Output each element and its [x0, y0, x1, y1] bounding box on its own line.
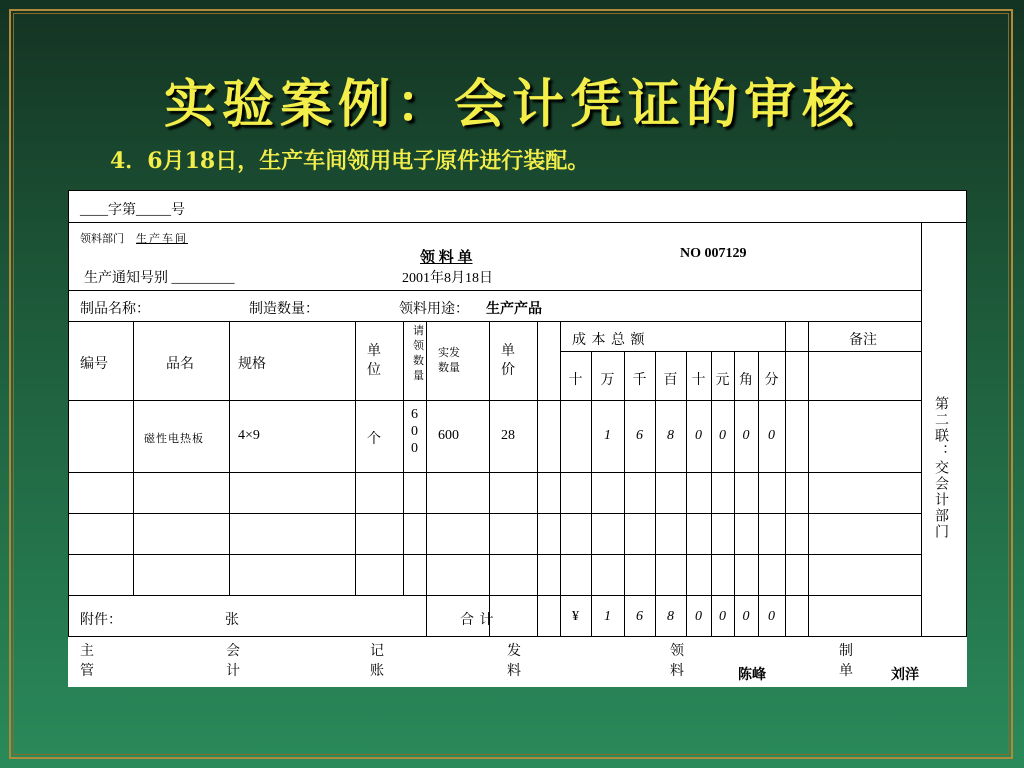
row1-amount-digit: 0	[742, 428, 750, 443]
row1-amount-digit: 6	[636, 428, 643, 443]
side-note: 第二联：交会计部门	[933, 396, 948, 540]
total-amount-digit: 6	[636, 609, 643, 624]
col-header-spec: 规格	[238, 357, 266, 372]
col-header-name: 品名	[166, 357, 194, 372]
form-title: 领 料 单	[420, 250, 473, 266]
attachment-unit: 张	[225, 613, 239, 628]
usage-value: 生产产品	[486, 302, 542, 317]
attachment-label: 附件：	[80, 613, 122, 628]
material-requisition-form	[68, 190, 967, 687]
total-amount-digit: 0	[768, 609, 775, 624]
row1-unit: 个	[367, 432, 381, 447]
quantity-label: 制造数量：	[249, 302, 319, 317]
dept-value: 生产车间	[136, 233, 188, 245]
slide-title: 实验案例：会计凭证的审核	[163, 74, 860, 135]
sign-ling-name: 陈峰	[738, 668, 766, 683]
total-currency: ¥	[572, 609, 579, 624]
total-label: 合 计	[460, 613, 495, 628]
dept-label: 领料部门	[80, 233, 124, 245]
sign-jizhang: 记 账	[370, 644, 384, 679]
total-amount-digit: 0	[742, 609, 750, 624]
row1-price: 28	[501, 428, 515, 443]
digit-header: 角	[739, 373, 753, 388]
sign-fa: 发 料	[507, 644, 521, 679]
row1-name: 磁性电热板	[144, 433, 204, 445]
row1-amount-digit: 0	[768, 428, 775, 443]
row1-requested: 6 0 0	[411, 407, 418, 456]
digit-header: 百	[663, 373, 678, 388]
row1-amount-digit: 0	[695, 428, 702, 443]
header-line: ____字第_____号	[80, 203, 185, 218]
sign-ling: 领 料	[670, 644, 684, 679]
row1-amount-digit: 0	[719, 428, 726, 443]
slide-subtitle: 4．6月18日，生产车间领用电子原件进行装配。	[110, 148, 590, 174]
digit-header: 元	[715, 373, 730, 388]
sign-kuaiji: 会 计	[226, 644, 240, 679]
col-header-no: 编号	[80, 357, 108, 372]
total-amount-digit: 0	[719, 609, 726, 624]
digit-header: 分	[764, 373, 779, 388]
total-amount-digit: 0	[695, 609, 702, 624]
sign-zhuguan: 主 管	[80, 644, 94, 679]
total-amount-digit: 1	[604, 609, 611, 624]
header-line-box	[68, 190, 967, 223]
form-number: NO 007129	[680, 246, 747, 261]
col-header-remark: 备注	[849, 333, 877, 348]
digit-header: 十	[568, 373, 583, 388]
col-header-issued: 实发 数量	[438, 347, 460, 374]
row1-spec: 4×9	[238, 428, 260, 443]
form-date: 2001年8月18日	[402, 271, 493, 286]
row1-amount-digit: 8	[667, 428, 674, 443]
col-header-total: 成 本 总 额	[572, 333, 646, 348]
digit-header: 十	[691, 373, 706, 388]
sign-zhi-name: 刘洋	[891, 668, 919, 683]
production-notice: 生产通知号别 _________	[84, 271, 235, 286]
row1-issued: 600	[438, 428, 459, 443]
col-header-requested: 请 领 数 量	[413, 325, 424, 382]
sign-zhi: 制 单	[839, 644, 853, 679]
row1-amount-digit: 1	[604, 428, 611, 443]
col-header-unit: 单 位	[367, 344, 381, 378]
total-amount-digit: 8	[667, 609, 674, 624]
digit-header: 千	[632, 373, 647, 388]
col-header-price: 单 价	[501, 344, 515, 378]
digit-header: 万	[600, 373, 615, 388]
product-name-label: 制品名称：	[80, 302, 150, 317]
usage-label: 领料用途：	[399, 302, 469, 317]
